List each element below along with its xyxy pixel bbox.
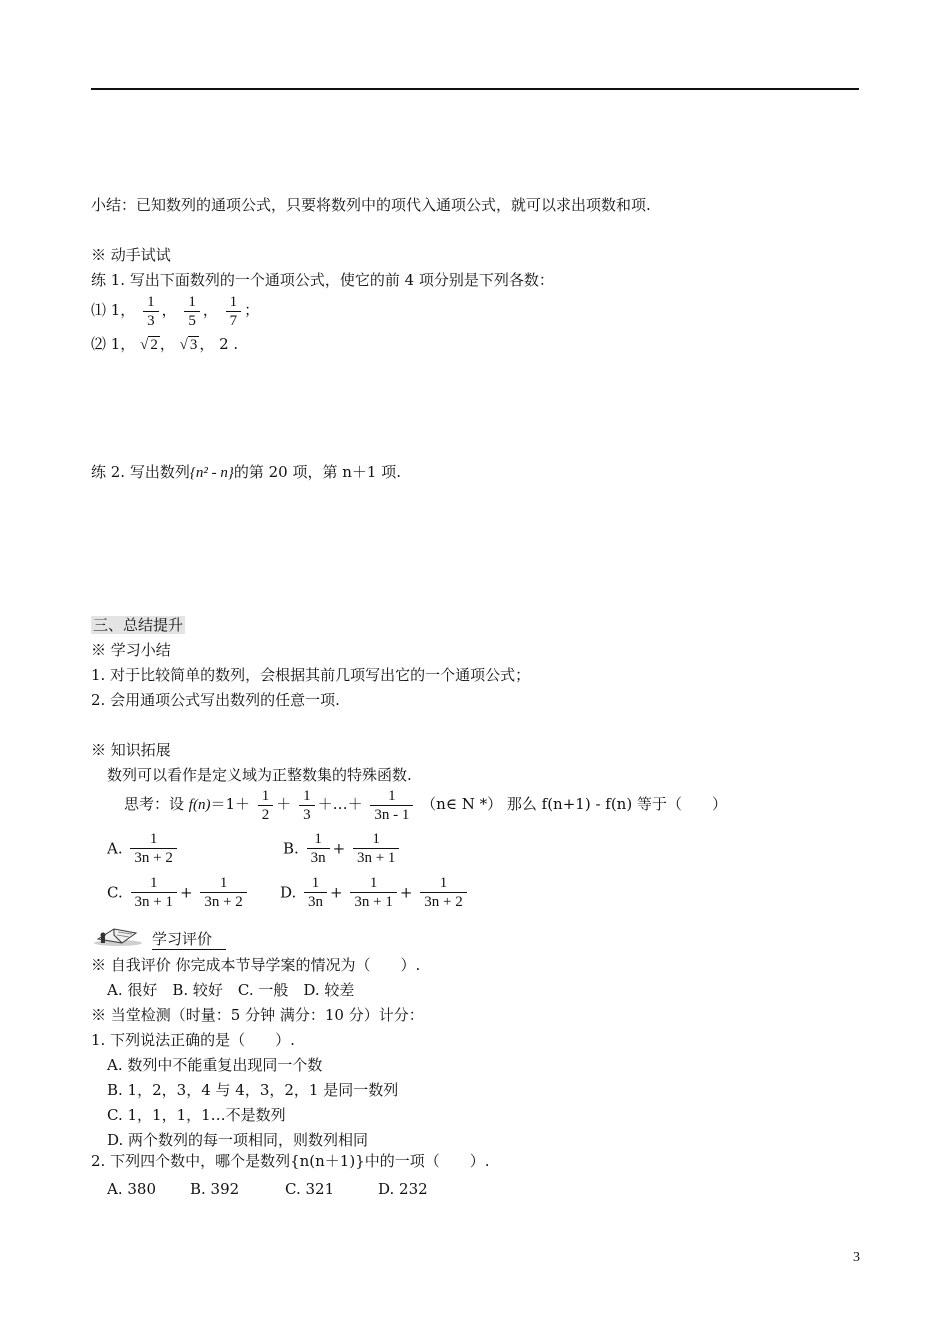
fraction: $\frac{1}{3n - 1}$	[370, 787, 413, 824]
fraction: $\frac{1}{5}$	[184, 293, 200, 330]
fraction: $\frac{1}{3n}$	[304, 874, 327, 911]
sequence-expression: {n² - n}	[189, 465, 234, 481]
fraction: $\frac{1}{3n + 1}$	[353, 830, 399, 867]
question-2-option: C. 321	[285, 1180, 335, 1198]
extension-heading: ※ 知识拓展	[91, 741, 171, 759]
exercise-2	[91, 462, 401, 483]
exercise-2-prefix: 练 2. 写出数列	[91, 463, 190, 481]
domain-condition: （n∈ N *）	[421, 795, 503, 813]
question-1-option: B. 1，2，3，4 与 4，3，2，1 是同一数列	[107, 1081, 399, 1099]
part-1-label: ⑴ 1，	[91, 301, 136, 319]
study-summary-heading: ※ 学习小结	[91, 641, 171, 659]
think-question: 思考：设 f(n)＝1＋ $\frac{1}{2}$ ＋ $\frac{1}{3}$ ＋…＋ $\frac{1}{3n - 1}$ （n∈ N *） 那么 f(n+1) - f(n) 等于（ ）	[124, 787, 727, 823]
exercise-1-part-1: ⑴ 1， $\frac{1}{3}$ ， $\frac{1}{5}$ ， $\frac{1}{7}$ ；	[91, 293, 260, 329]
fraction: $\frac{1}{7}$	[226, 293, 242, 330]
sqrt-expression: √ 2	[140, 337, 158, 353]
function-name: f(n)	[188, 797, 211, 813]
evaluation-title: 学习评价	[152, 928, 226, 950]
equation-start: ＝1＋	[210, 795, 251, 813]
fraction: $\frac{1}{3n + 2}$	[420, 874, 466, 911]
question-1: 1. 下列说法正确的是（ ）.	[91, 1031, 295, 1049]
part-2-label: ⑵ 1，	[91, 335, 136, 353]
think-prefix: 思考：设	[124, 795, 185, 813]
self-evaluation: ※ 自我评价 你完成本节导学案的情况为（ ）.	[91, 956, 421, 974]
fraction: $\frac{1}{3}$	[143, 293, 159, 330]
sqrt-expression: √ 3	[179, 337, 198, 353]
try-heading: ※ 动手试试	[91, 246, 171, 264]
option-d: D. $\frac{1}{3n}$ + $\frac{1}{3n + 1}$ + $\frac{1}{3n + 2}$	[280, 874, 470, 911]
fraction: $\frac{1}{2}$	[258, 787, 274, 824]
question-1-option: C. 1，1，1，1…不是数列	[107, 1106, 286, 1124]
page-number: 3	[853, 1250, 860, 1265]
fraction: $\frac{1}{3n + 2}$	[200, 874, 246, 911]
fraction: $\frac{1}{3n + 2}$	[130, 830, 176, 867]
fraction: $\frac{1}{3n + 1}$	[131, 874, 177, 911]
question-2-option: A. 380	[107, 1180, 156, 1198]
question-1-option: D. 两个数列的每一项相同，则数列相同	[107, 1131, 369, 1149]
section-3-title: 三、总结提升	[93, 616, 184, 634]
option-a: A. $\frac{1}{3n + 2}$	[107, 830, 180, 867]
summary-text: 小结：已知数列的通项公式，只要将数列中的项代入通项公式，就可以求出项数和项.	[91, 196, 651, 214]
fraction: $\frac{1}{3n + 1}$	[350, 874, 396, 911]
think-question-tail: 那么 f(n+1) - f(n) 等于（ ）	[506, 795, 727, 813]
exercise-1-part-2: ⑵ 1， √ 2 ， √ 3 ， 2 .	[91, 335, 239, 353]
option-c: C. $\frac{1}{3n + 1}$ + $\frac{1}{3n + 2}$	[107, 874, 250, 911]
ellipsis: ＋…＋	[317, 795, 363, 813]
question-1-option: A. 数列中不能重复出现同一个数	[107, 1056, 323, 1074]
header-rule	[91, 88, 859, 90]
part-2-tail: 2 .	[219, 335, 239, 353]
book-icon	[92, 923, 144, 947]
self-evaluation-options: A. 很好 B. 较好 C. 一般 D. 较差	[107, 981, 355, 999]
exercise-1-prompt: 练 1. 写出下面数列的一个通项公式，使它的前 4 项分别是下列各数：	[91, 271, 554, 289]
summary-item: 1. 对于比较简单的数列，会根据其前几项写出它的一个通项公式；	[91, 666, 531, 684]
fraction: $\frac{1}{3}$	[299, 787, 315, 824]
fraction: $\frac{1}{3n}$	[307, 830, 330, 867]
quiz-heading: ※ 当堂检测（时量：5 分钟 满分：10 分）计分：	[91, 1006, 424, 1024]
question-2-option: D. 232	[378, 1180, 428, 1198]
exercise-2-suffix: 的第 20 项，第 n＋1 项.	[233, 463, 401, 481]
extension-text: 数列可以看作是定义域为正整数集的特殊函数.	[107, 766, 412, 784]
option-b: B. $\frac{1}{3n}$ + $\frac{1}{3n + 1}$	[283, 830, 402, 867]
question-2: 2. 下列四个数中，哪个是数列{n(n＋1)}中的一项（ ）.	[91, 1152, 490, 1170]
question-2-option: B. 392	[190, 1180, 240, 1198]
summary-item: 2. 会用通项公式写出数列的任意一项.	[91, 691, 340, 709]
